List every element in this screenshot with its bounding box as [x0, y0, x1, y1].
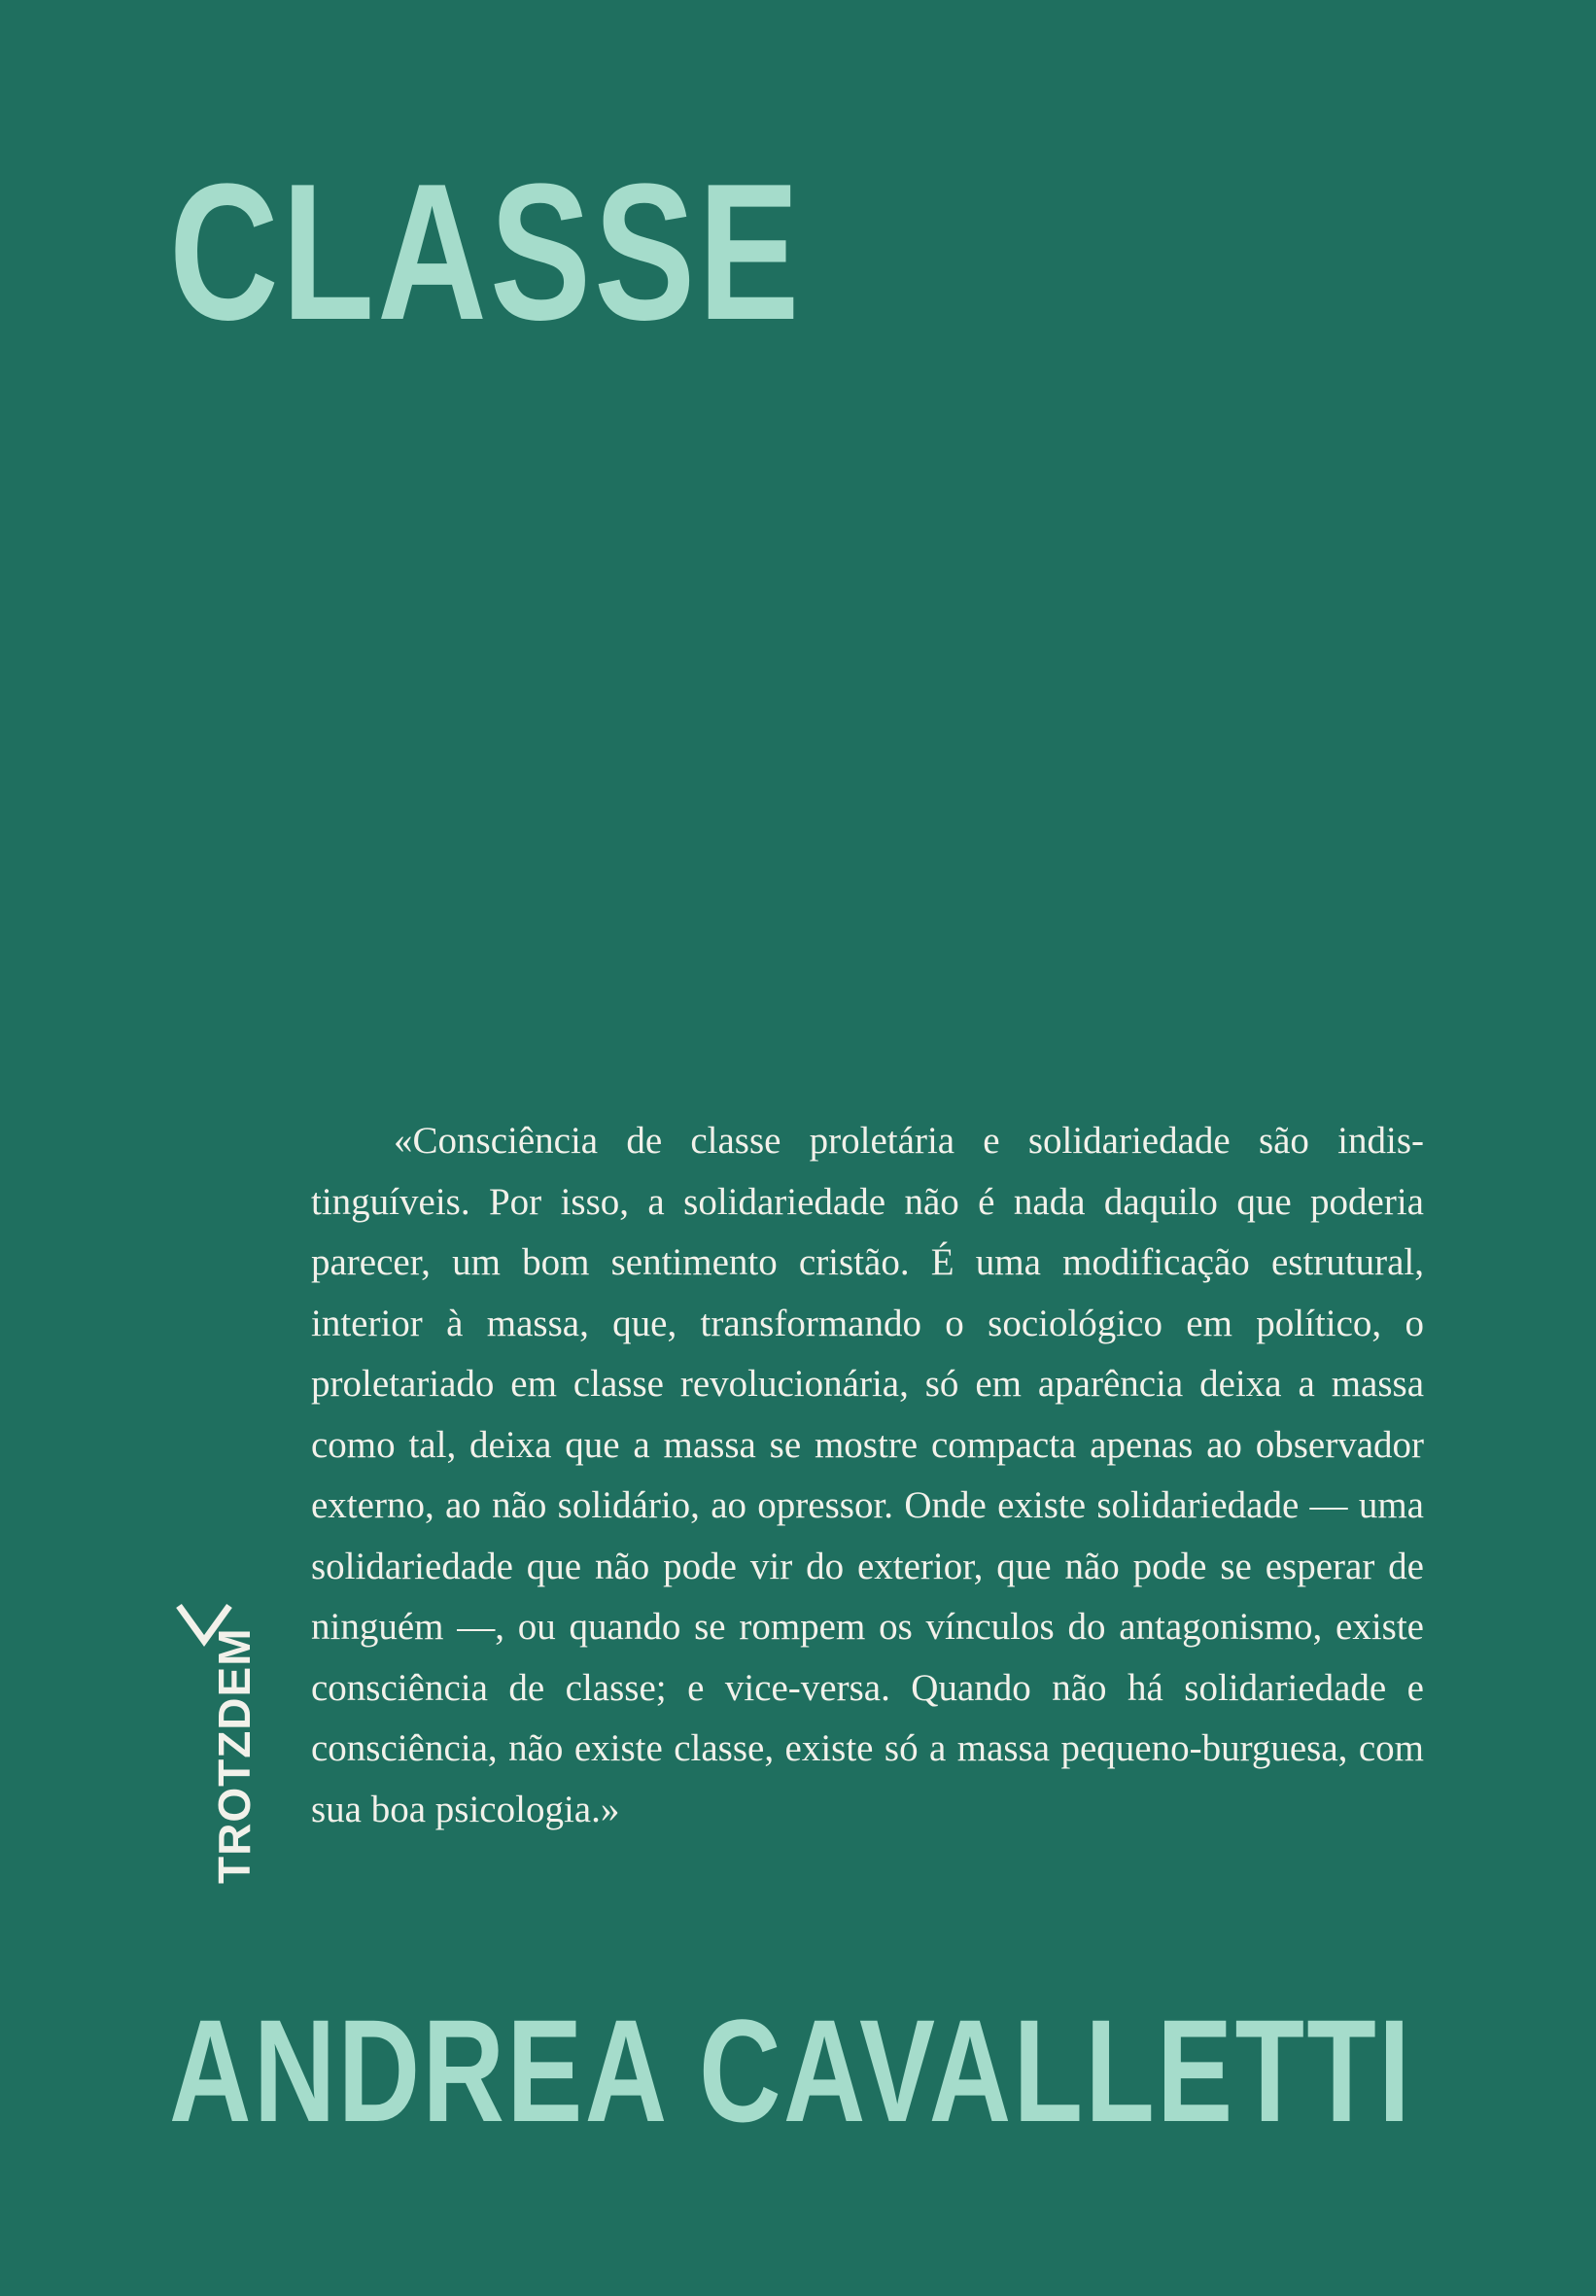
back-cover-quote: «Consciência de classe proletária e solidariedade são indistinguíveis. Por isso, a solidariedade não é nada daquilo que poderia parecer, um bom sentimento cristão. É uma modificação estrutural, interior à massa, que, transformando o sociológico em político, o proletariado em classe revolucionária, só em aparência deixa a massa como tal, deixa que a massa se mostre compacta apenas ao observador externo, ao não solidário, ao opressor. Onde existe solidariedade — uma solidariedade que não pode vir do exterior, que não pode se esperar de ninguém —, ou quando se rompem os vínculos do antagonismo, existe consciência de classe; e vice-versa. Quando não há solidariedade e consciência, não existe classe, existe só a massa pequeno-burguesa, com sua boa psicologia.»	[311, 1120, 1424, 1830]
book-author: ANDREA CAVALLETTI	[169, 1989, 1413, 2152]
publisher-mark	[175, 1602, 260, 1884]
publisher-name: TROTZDEM	[209, 1627, 260, 1884]
book-title: CLASSE	[169, 144, 803, 361]
